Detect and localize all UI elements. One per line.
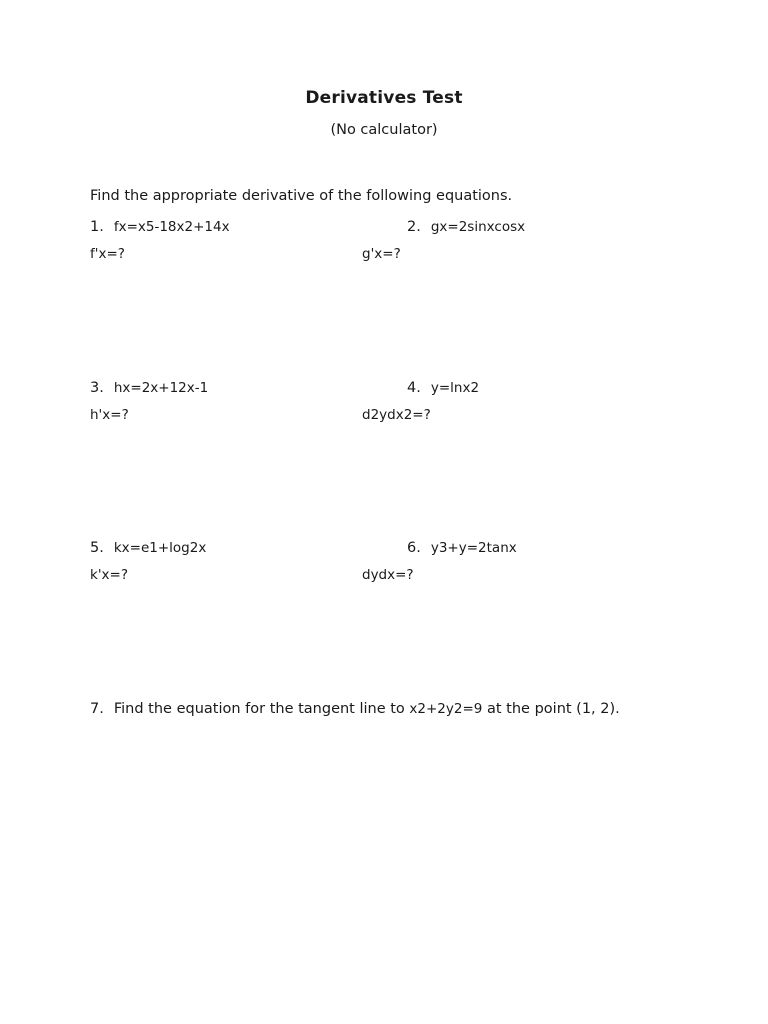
question-6 [407, 540, 517, 556]
question-number: 7. [90, 701, 104, 717]
question-text-before: Find the equation for the tangent line to [113, 701, 410, 717]
instructions-text: Find the appropriate derivative of the following equations. [90, 188, 513, 204]
question-number: 3. [90, 380, 104, 396]
page-title: Derivatives Test [305, 88, 463, 108]
question-expression: gx=2sinxcosx [430, 219, 526, 235]
question-1-prompt: f'x=? [90, 246, 125, 262]
page-subtitle: (No calculator) [330, 122, 438, 138]
question-7 [90, 701, 620, 717]
question-5-prompt: k'x=? [90, 567, 128, 583]
question-3-prompt: h'x=? [90, 407, 129, 423]
question-expression: y=lnx2 [430, 380, 480, 396]
question-expression: kx=e1+log2x [113, 540, 207, 556]
question-4-prompt: d2ydx2=? [362, 407, 431, 423]
question-number: 4. [407, 380, 421, 396]
question-number: 2. [407, 219, 421, 235]
question-1 [90, 219, 230, 235]
question-number: 5. [90, 540, 104, 556]
question-2-prompt: g'x=? [362, 246, 401, 262]
question-number: 1. [90, 219, 104, 235]
question-4 [407, 380, 479, 396]
question-expression: hx=2x+12x-1 [113, 380, 209, 396]
question-5 [90, 540, 206, 556]
question-number: 6. [407, 540, 421, 556]
question-text-after: at the point (1, 2). [482, 701, 620, 717]
question-expression: fx=x5-18x2+14x [113, 219, 230, 235]
question-2 [407, 219, 525, 235]
question-6-prompt: dydx=? [362, 567, 414, 583]
question-expression: y3+y=2tanx [430, 540, 517, 556]
question-expression: x2+2y2=9 [409, 701, 483, 717]
question-3 [90, 380, 208, 396]
